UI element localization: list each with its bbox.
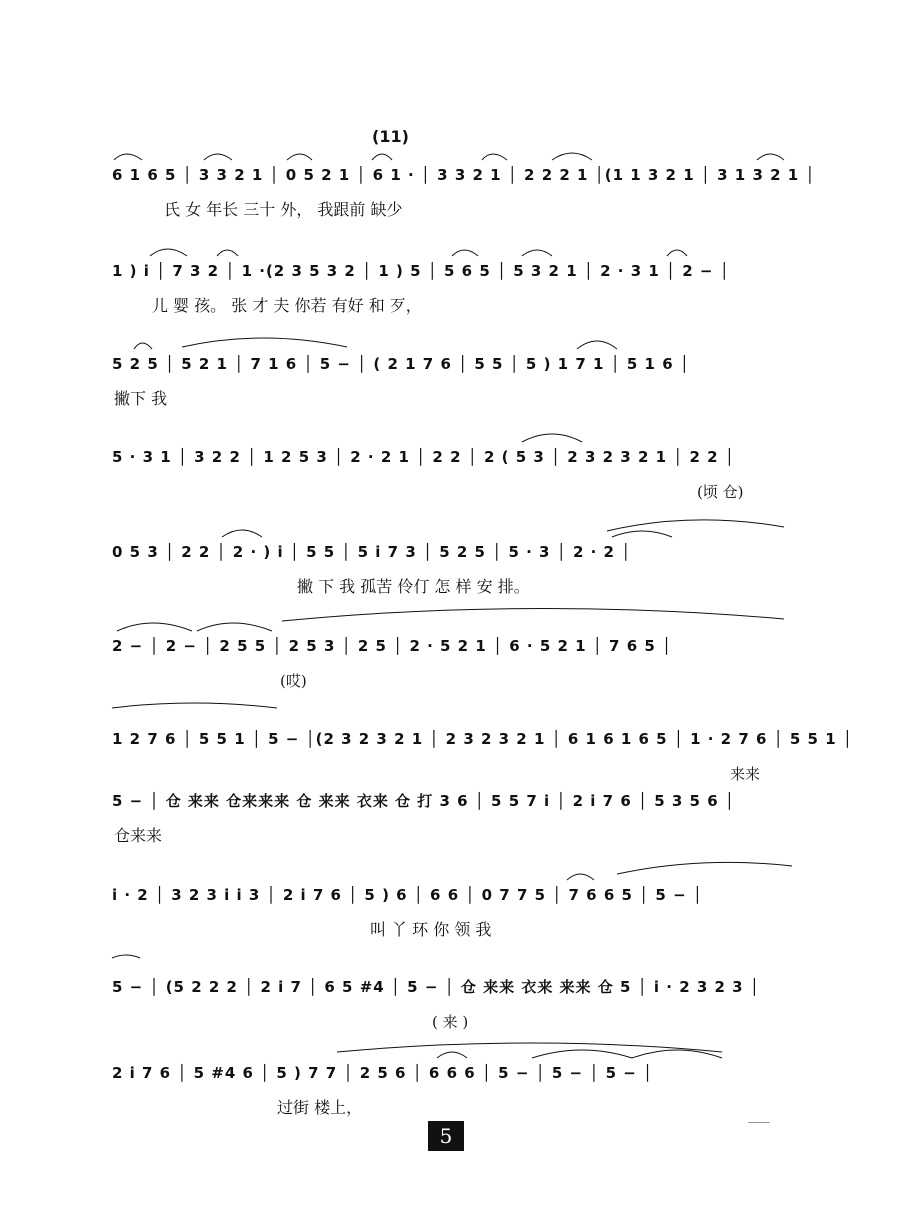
lyric-line: 撇 下 我 孤苦 伶仃 怎 样 安 排。 <box>297 577 530 596</box>
percussion-syllables: 来来 <box>730 765 761 783</box>
interjection-text: ( 来 ) <box>432 1013 469 1031</box>
notation-line: 5 − │ (5 2 2 2 │ 2 i 7 │ 6 5 #4 │ 5 − │ 仓 来来 衣来 来来 仓 5 │ i · 2 3 2 3 │ <box>112 978 760 996</box>
lyric-line: 叫 丫 环 你 领 我 <box>370 920 492 939</box>
notation-line: 2 i 7 6 │ 5 #4 6 │ 5 ) 7 7 │ 2 5 6 │ 6 6 6 │ 5 − │ 5 − │ 5 − │ <box>112 1064 654 1082</box>
section-marker: (11) <box>372 127 409 146</box>
notation-line: 5 · 3 1 │ 3 2 2 │ 1 2 5 3 │ 2 · 2 1 │ 2 2 │ 2 ( 5 3 │ 2 3 2 3 2 1 │ 2 2 │ <box>112 448 735 466</box>
scan-mark <box>748 1122 770 1123</box>
lyric-line: 过街 楼上， <box>277 1098 363 1117</box>
notation-line: 2 − │ 2 − │ 2 5 5 │ 2 5 3 │ 2 5 │ 2 · 5 2 1 │ 6 · 5 2 1 │ 7 6 5 │ <box>112 637 673 655</box>
notation-line: 5 − │ 仓 来来 仓来来来 仓 来来 衣来 仓 打 3 6 │ 5 5 7 i │ 2 i 7 6 │ 5 3 5 6 │ <box>112 792 735 810</box>
lyric-line: 仓来来 <box>114 826 163 845</box>
notation-line: 6 1 6 5 │ 3 3 2 1 │ 0 5 2 1 │ 6 1 · │ 3 3 2 1 │ 2 2 2 1 │(1 1 3 2 1 │ 3 1 3 2 1 │ <box>112 166 816 184</box>
lyric-line: 撇下 我 <box>114 389 168 408</box>
notation-line: 1 2 7 6 │ 5 5 1 │ 5 − │(2 3 2 3 2 1 │ 2 3 2 3 2 1 │ 6 1 6 1 6 5 │ 1 · 2 7 6 │ 5 5 1 │ <box>112 730 853 748</box>
notation-line: 1 ) i │ 7 3 2 │ 1 ·(2 3 5 3 2 │ 1 ) 5 │ 5 6 5 │ 5 3 2 1 │ 2 · 3 1 │ 2 − │ <box>112 262 730 280</box>
notation-line: 0 5 3 │ 2 2 │ 2 · ) i │ 5 5 │ 5 i 7 3 │ 5 2 5 │ 5 · 3 │ 2 · 2 │ <box>112 543 632 561</box>
lyric-line: 儿 婴 孩。 张 才 夫 你若 有好 和 歹， <box>152 296 422 315</box>
notation-line: i · 2 │ 3 2 3 i i 3 │ 2 i 7 6 │ 5 ) 6 │ 6 6 │ 0 7 7 5 │ 7 6 6 5 │ 5 − │ <box>112 886 703 904</box>
percussion-syllables: (顷 仓) <box>697 483 744 501</box>
interjection-text: (哎) <box>280 672 307 690</box>
lyric-line: 氏 女 年长 三十 外， 我跟前 缺少 <box>164 200 403 219</box>
notation-line: 5 2 5 │ 5 2 1 │ 7 1 6 │ 5 − │ ( 2 1 7 6 │ 5 5 │ 5 ) 1 7 1 │ 5 1 6 │ <box>112 355 690 373</box>
page-number: 5 <box>428 1121 464 1151</box>
